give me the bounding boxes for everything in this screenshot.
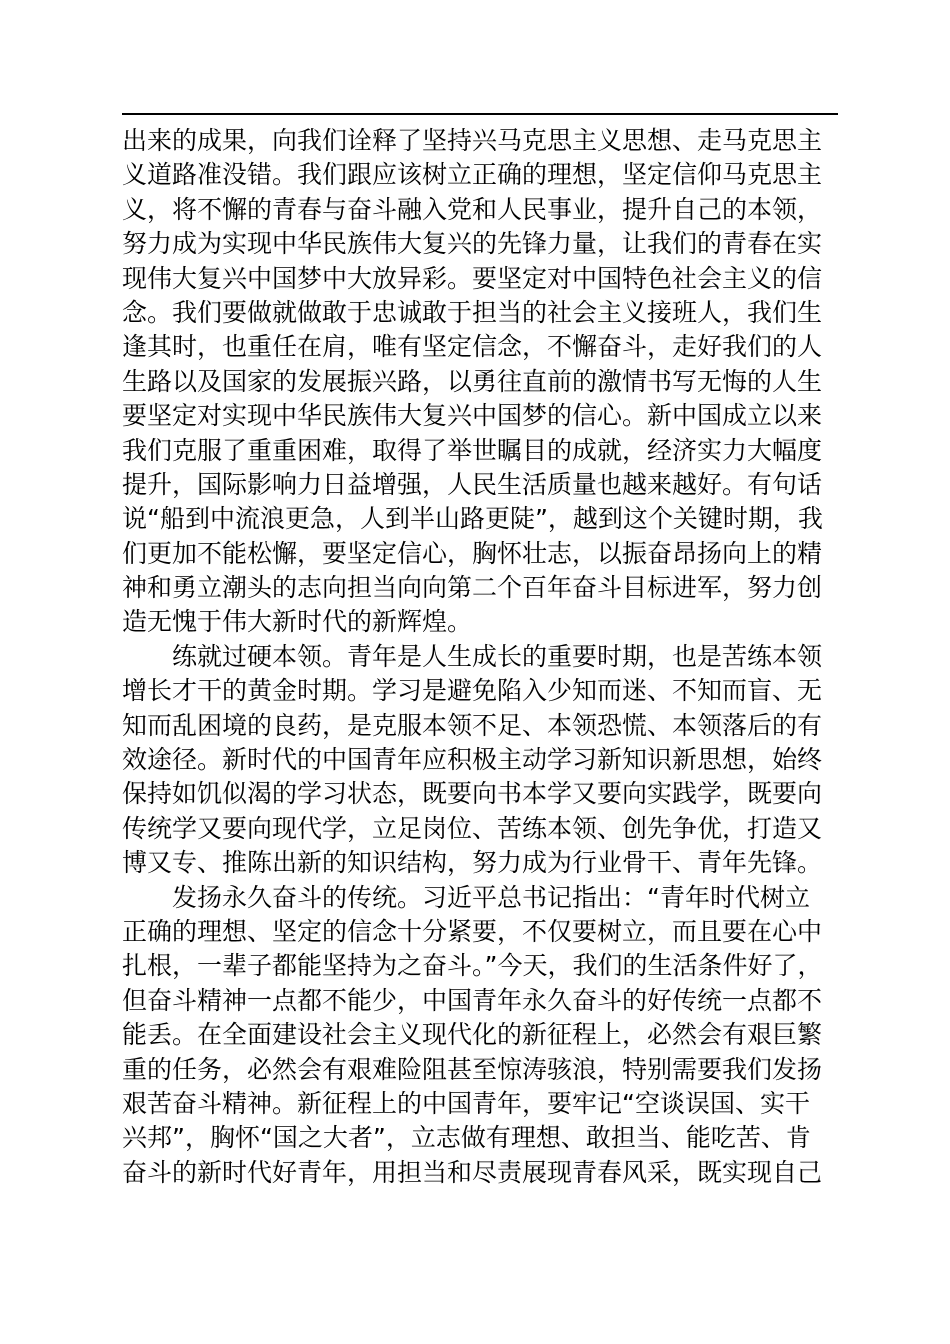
text-line: 知而乱困境的良药，是克服本领不足、本领恐慌、本领落后的有 xyxy=(122,710,823,740)
text-line: 效途径。新时代的中国青年应积极主动学习新知识新思想，始终 xyxy=(122,745,823,775)
text-line: 提升，国际影响力日益增强，人民生活质量也越来越好。有句话 xyxy=(122,469,823,499)
text-line: 练就过硬本领。青年是人生成长的重要时期，也是苦练本领 xyxy=(122,641,823,671)
text-line: 正确的理想、坚定的信念十分紧要，不仅要树立，而且要在心中 xyxy=(122,916,823,946)
text-line: 们更加不能松懈，要坚定信心，胸怀壮志，以振奋昂扬向上的精 xyxy=(122,538,823,568)
text-line: 出来的成果，向我们诠释了坚持兴马克思主义思想、走马克思主 xyxy=(122,126,823,155)
text-line: 义道路准没错。我们跟应该树立正确的理想，坚定信仰马克思主 xyxy=(122,160,823,190)
text-line: 神和勇立潮头的志向担当向向第二个百年奋斗目标进军，努力创 xyxy=(122,573,823,603)
header-rule xyxy=(122,113,838,115)
text-line: 增长才干的黄金时期。学习是避免陷入少知而迷、不知而盲、无 xyxy=(122,676,823,706)
text-line: 重的任务，必然会有艰难险阻甚至惊涛骇浪，特别需要我们发扬 xyxy=(122,1054,823,1084)
text-line: 念。我们要做就做敢于忠诚敢于担当的社会主义接班人，我们生 xyxy=(122,297,823,327)
text-line: 逢其时，也重任在肩，唯有坚定信念，不懈奋斗，走好我们的人 xyxy=(122,332,823,362)
text-line: 保持如饥似渴的学习状态，既要向书本学又要向实践学，既要向 xyxy=(122,779,823,809)
text-line: 说“船到中流浪更急，人到半山路更陡”，越到这个关键时期，我 xyxy=(122,504,823,534)
text-line: 义，将不懈的青春与奋斗融入党和人民事业，提升自己的本领， xyxy=(122,194,823,224)
text-line: 能丢。在全面建设社会主义现代化的新征程上，必然会有艰巨繁 xyxy=(122,1020,823,1050)
text-line: 我们克服了重重困难，取得了举世瞩目的成就，经济实力大幅度 xyxy=(122,435,823,465)
text-line: 但奋斗精神一点都不能少，中国青年永久奋斗的好传统一点都不 xyxy=(122,985,823,1015)
text-line: 艰苦奋斗精神。新征程上的中国青年，要牢记“空谈误国、实干 xyxy=(122,1088,810,1118)
text-line: 造无愧于伟大新时代的新辉煌。 xyxy=(122,607,473,637)
text-line: 扎根，一辈子都能坚持为之奋斗。”今天，我们的生活条件好了， xyxy=(122,951,823,981)
text-line: 要坚定对实现中华民族伟大复兴中国梦的信心。新中国成立以来 xyxy=(122,401,823,431)
text-line: 努力成为实现中华民族伟大复兴的先锋力量，让我们的青春在实 xyxy=(122,229,823,259)
text-line: 发扬永久奋斗的传统。习近平总书记指出：“青年时代树立 xyxy=(122,882,810,912)
text-line: 博又专、推陈出新的知识结构，努力成为行业骨干、青年先锋。 xyxy=(122,848,823,878)
body-text xyxy=(122,124,842,1190)
text-line: 传统学又要向现代学，立足岗位、苦练本领、创先争优，打造又 xyxy=(122,813,823,843)
text-line: 生路以及国家的发展振兴路，以勇往直前的激情书写无悔的人生 xyxy=(122,366,823,396)
text-line: 兴邦”，胸怀“国之大者”，立志做有理想、敢担当、能吃苦、肯 xyxy=(122,1123,811,1153)
text-line: 奋斗的新时代好青年，用担当和尽责展现青春风采，既实现自己 xyxy=(122,1157,823,1187)
text-line: 现伟大复兴中国梦中大放异彩。要坚定对中国特色社会主义的信 xyxy=(122,263,823,293)
